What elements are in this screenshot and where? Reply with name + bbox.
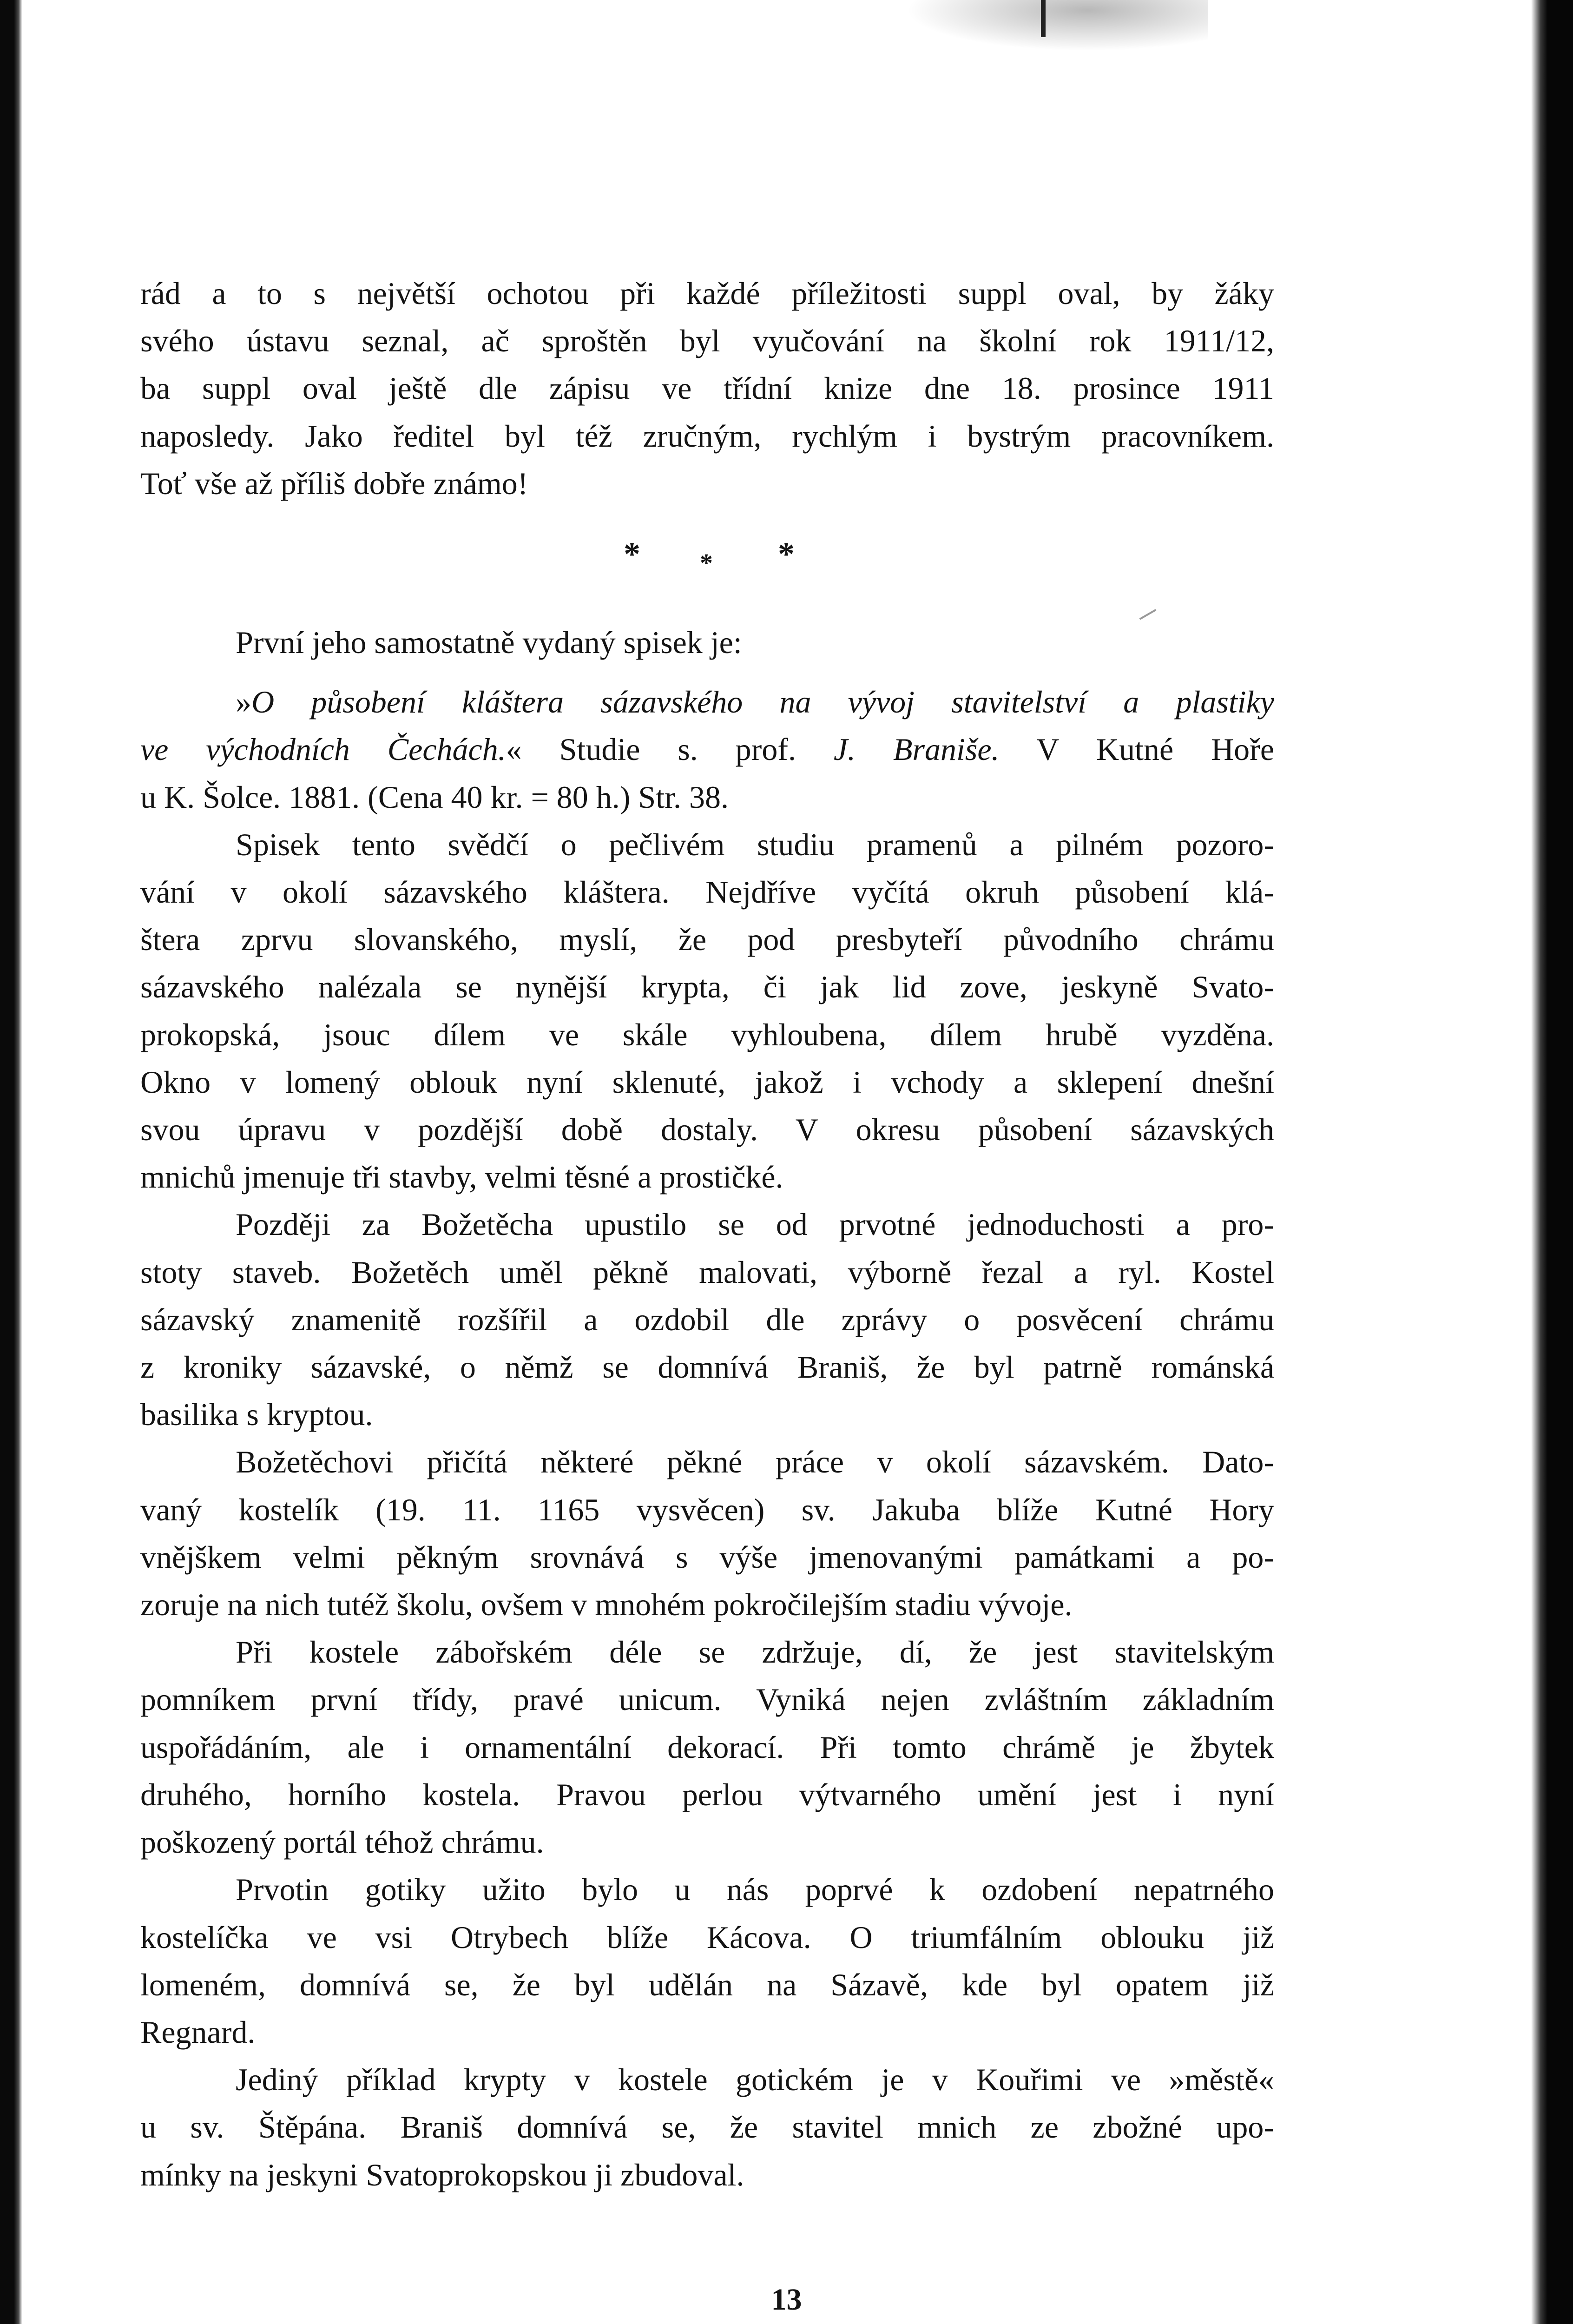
text-line: Okno v lomený oblouk nyní sklenuté, jakož i vchody a sklepení dnešní bbox=[140, 1064, 1274, 1100]
paragraph bbox=[140, 1201, 1274, 1438]
text-line: pomníkem první třídy, pravé unicum. Vyniká nejen zvláštním základním bbox=[140, 1682, 1274, 1717]
text-line: mnichů jmenuje tři stavby, velmi těsné a prostičké. bbox=[140, 1159, 783, 1195]
scan-border-left bbox=[0, 0, 22, 2324]
citation-author: J. Braniše. bbox=[833, 732, 1000, 767]
top-paragraph bbox=[140, 270, 1274, 507]
text-line: Spisek tento svědčí o pečlivém studiu pramenů a pilném pozoro- bbox=[236, 826, 1274, 862]
paragraph bbox=[140, 1866, 1274, 2056]
paragraph bbox=[140, 1438, 1274, 1628]
text-line: Při kostele zábořském déle se zdržuje, dí, že jest stavitelským bbox=[236, 1634, 1274, 1670]
intro-line: První jeho samostatně vydaný spisek je: bbox=[236, 625, 742, 660]
text-line: štera zprvu slovanského, myslí, že pod presbyteří původního chrámu bbox=[140, 922, 1274, 957]
text-line: sázavského nalézala se nynější krypta, či jak lid zove, jeskyně Svato- bbox=[140, 969, 1274, 1005]
text-line: Později za Božetěcha upustilo se od prvotné jednoduchosti a pro- bbox=[236, 1207, 1274, 1242]
citation-line bbox=[140, 726, 1274, 773]
paragraph bbox=[140, 1628, 1274, 1866]
text-line: stoty staveb. Božetěch uměl pěkně malovati, výborně řezal a ryl. Kostel bbox=[140, 1254, 1274, 1290]
text-line: ba suppl oval ještě dle zápisu ve třídní knize dne 18. prosince 1911 bbox=[140, 370, 1274, 406]
page-text bbox=[140, 270, 1274, 2199]
text-line: basilika s kryptou. bbox=[140, 1397, 373, 1433]
citation-place: V Kutné Hoře bbox=[999, 732, 1275, 767]
close-quote: « bbox=[506, 732, 522, 767]
citation-line bbox=[140, 678, 1274, 726]
citation-subtitle: Studie s. prof. bbox=[521, 732, 834, 767]
asterisk: * bbox=[700, 549, 713, 578]
text-line: Regnard. bbox=[140, 2014, 256, 2050]
text-line: kostelíčka ve vsi Otrybech blíže Kácova. O triumfálním oblouku již bbox=[140, 1919, 1274, 1955]
text-line: svou úpravu v pozdější době dostaly. V okresu působení sázavských bbox=[140, 1112, 1274, 1148]
book-citation bbox=[140, 678, 1274, 821]
text-line: uspořádáním, ale i ornamentální dekorací. Při tomto chrámě je žbytek bbox=[140, 1729, 1274, 1765]
text-line: Božetěchovi přičítá některé pěkné práce v okolí sázavském. Dato- bbox=[236, 1444, 1274, 1480]
text-line: mínky na jeskyni Svatoprokopskou ji zbudoval. bbox=[140, 2157, 744, 2192]
text-line: Toť vše až příliš dobře známo! bbox=[140, 465, 528, 501]
text-line: Prvotin gotiky užito bylo u nás poprvé k ozdobení nepatrného bbox=[236, 1872, 1274, 1908]
text-line: z kroniky sázavské, o němž se domnívá Braniš, že byl patrně románská bbox=[140, 1349, 1274, 1385]
open-quote: » bbox=[236, 684, 251, 720]
asterisk: * bbox=[778, 535, 795, 573]
scan-border-right bbox=[1531, 0, 1573, 2324]
text-line: poškozený portál téhož chrámu. bbox=[140, 1824, 544, 1860]
text-line: sázavský znamenitě rozšířil a ozdobil dle zprávy o posvěcení chrámu bbox=[140, 1301, 1274, 1337]
text-line: Jediný příklad krypty v kostele gotickém je v Kouřimi ve »městě« bbox=[236, 2062, 1274, 2098]
text-line: u sv. Štěpána. Braniš domnívá se, že stavitel mnich ze zbožné upo- bbox=[140, 2109, 1274, 2145]
text-line: druhého, horního kostela. Pravou perlou výtvarného umění jest i nyní bbox=[140, 1776, 1274, 1812]
text-line: rád a to s největší ochotou při každé příležitosti suppl oval, by žáky bbox=[140, 276, 1274, 311]
text-line: naposledy. Jako ředitel byl též zručným, rychlým i bystrým pracovníkem. bbox=[140, 418, 1274, 454]
text-line: zoruje na nich tutéž školu, ovšem v mnohém pokročilejším stadiu vývoje. bbox=[140, 1587, 1073, 1623]
asterisk: * bbox=[624, 535, 640, 573]
text-line: vnějškem velmi pěkným srovnává s výše jmenovanými památkami a po- bbox=[140, 1539, 1274, 1575]
text-line: vání v okolí sázavského kláštera. Nejdříve vyčítá okruh působení klá- bbox=[140, 874, 1274, 910]
paragraph bbox=[140, 2056, 1274, 2199]
citation-line: u K. Šolce. 1881. (Cena 40 kr. = 80 h.) Str. 38. bbox=[140, 779, 729, 815]
text-line: vaný kostelík (19. 11. 1165 vysvěcen) sv. Jakuba blíže Kutné Hory bbox=[140, 1492, 1274, 1527]
text-line: lomeném, domnívá se, že byl udělán na Sázavě, kde byl opatem již bbox=[140, 1967, 1274, 2002]
text-line: svého ústavu seznal, ač sproštěn byl vyučování na školní rok 1911/12, bbox=[140, 323, 1274, 359]
citation-title: O působení kláštera sázavského na vývoj stavitelství a plastiky bbox=[251, 684, 1274, 720]
citation-title: ve východních Čechách. bbox=[140, 732, 506, 767]
text-line: prokopská, jsouc dílem ve skále vyhloubena, dílem hrubě vyzděna. bbox=[140, 1017, 1274, 1052]
scan-smudge bbox=[906, 0, 1208, 51]
section-separator bbox=[140, 507, 1274, 619]
scan-mark bbox=[1041, 0, 1046, 37]
page-number: 13 bbox=[771, 2283, 802, 2317]
paragraph bbox=[140, 821, 1274, 1201]
